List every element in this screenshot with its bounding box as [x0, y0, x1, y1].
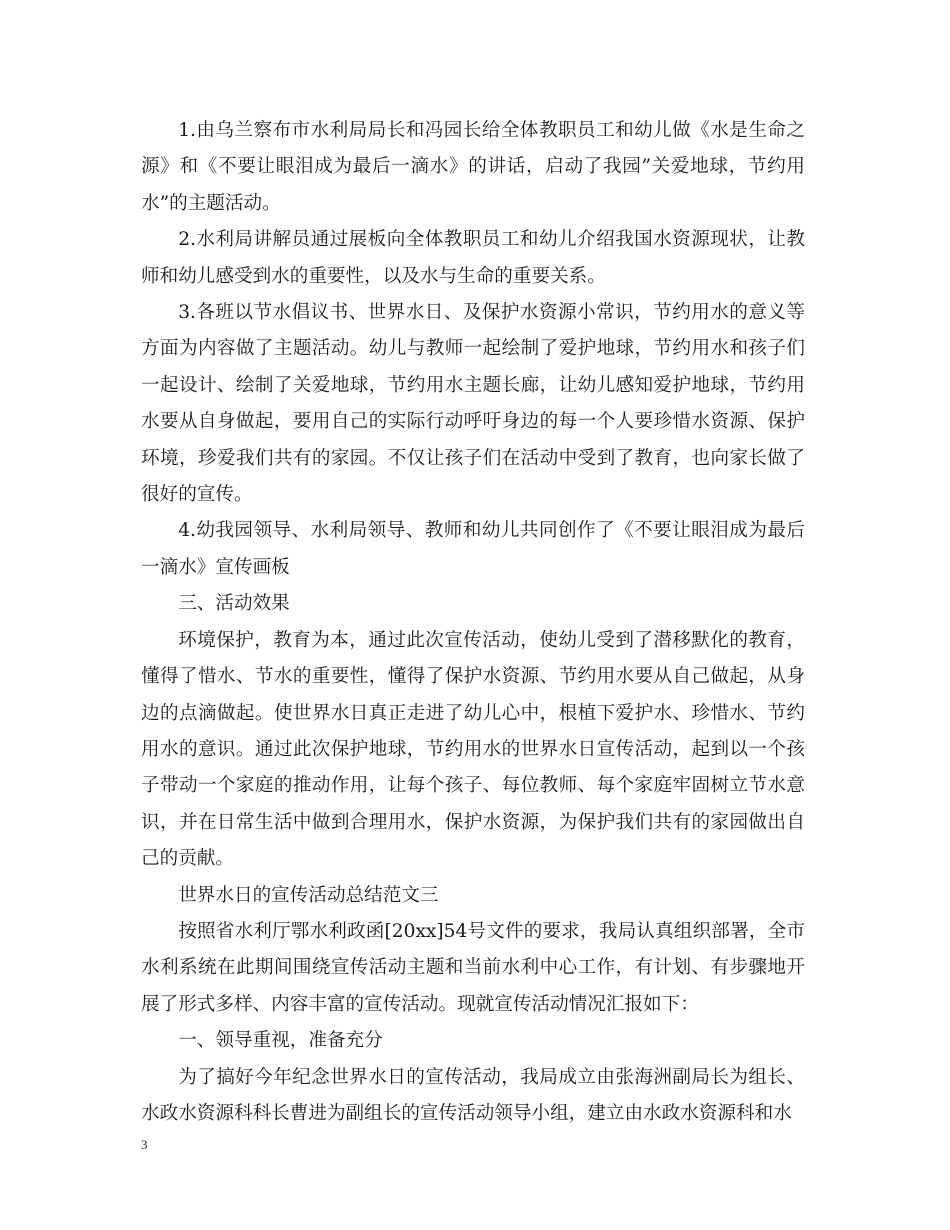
page-number: 3: [141, 1137, 148, 1152]
paragraph-intro: 按照省水利厅鄂水利政函[20xx]54号文件的要求，我局认真组织部署，全市水利系统在此期间围绕宣传活动主题和当前水利中心工作，有计划、有步骤地开展了形式多样、内容丰富的宣传活动。现就宣传活动情况汇报如下：: [141, 920, 805, 1015]
paragraph-activity-effect: 环境保护，教育为本，通过此次宣传活动，使幼儿受到了潜移默化的教育，懂得了惜水、节水的重要性，懂得了保护水资源、节约用水要从自己做起，从身边的点滴做起。使世界水日真正走进了幼儿心中，根植下爱护水、珍惜水、节约用水的意识。通过此次保护地球，节约用水的世界水日宣传活动，起到以一个孩子带动一个家庭的推动作用，让每个孩子、每位教师、每个家庭牢固树立节水意识，并在日常生活中做到合理用水，保护水资源，为保护我们共有的家园做出自己的贡献。: [141, 629, 805, 870]
paragraph-item-4: 4.幼我园领导、水利局领导、教师和幼儿共同创作了《不要让眼泪成为最后一滴水》宣传画板: [141, 520, 805, 578]
section-heading-activity-effect: 三、活动效果: [178, 593, 290, 615]
document-body: [141, 113, 805, 1132]
section-title-example-three: 世界水日的宣传活动总结范文三: [178, 884, 439, 906]
paragraph-item-1: 1.由乌兰察布市水利局局长和冯园长给全体教职员工和幼儿做《水是生命之源》和《不要让眼泪成为最后一滴水》的讲话，启动了我园”关爱地球，节约用水”的主题活动。: [141, 120, 805, 214]
section-heading-leadership: 一、领导重视，准备充分: [178, 1030, 383, 1052]
paragraph-item-3: 3.各班以节水倡议书、世界水日、及保护水资源小常识，节约用水的意义等方面为内容做了主题活动。幼儿与教师一起绘制了爱护地球，节约用水和孩子们一起设计、绘制了关爱地球，节约用水主题长廊，让幼儿感知爱护地球，节约用水要从自身做起，要用自己的实际行动呼吁身边的每一个人要珍惜水资源、保护环境，珍爱我们共有的家园。不仅让孩子们在活动中受到了教育，也向家长做了很好的宣传。: [141, 302, 805, 506]
paragraph-leadership: 为了搞好今年纪念世界水日的宣传活动，我局成立由张海洲副局长为组长、水政水资源科科长曹进为副组长的宣传活动领导小组，建立由水政水资源科和水: [141, 1066, 805, 1124]
paragraph-item-2: 2.水利局讲解员通过展板向全体教职员工和幼儿介绍我国水资源现状，让教师和幼儿感受到水的重要性，以及水与生命的重要关系。: [141, 229, 805, 287]
